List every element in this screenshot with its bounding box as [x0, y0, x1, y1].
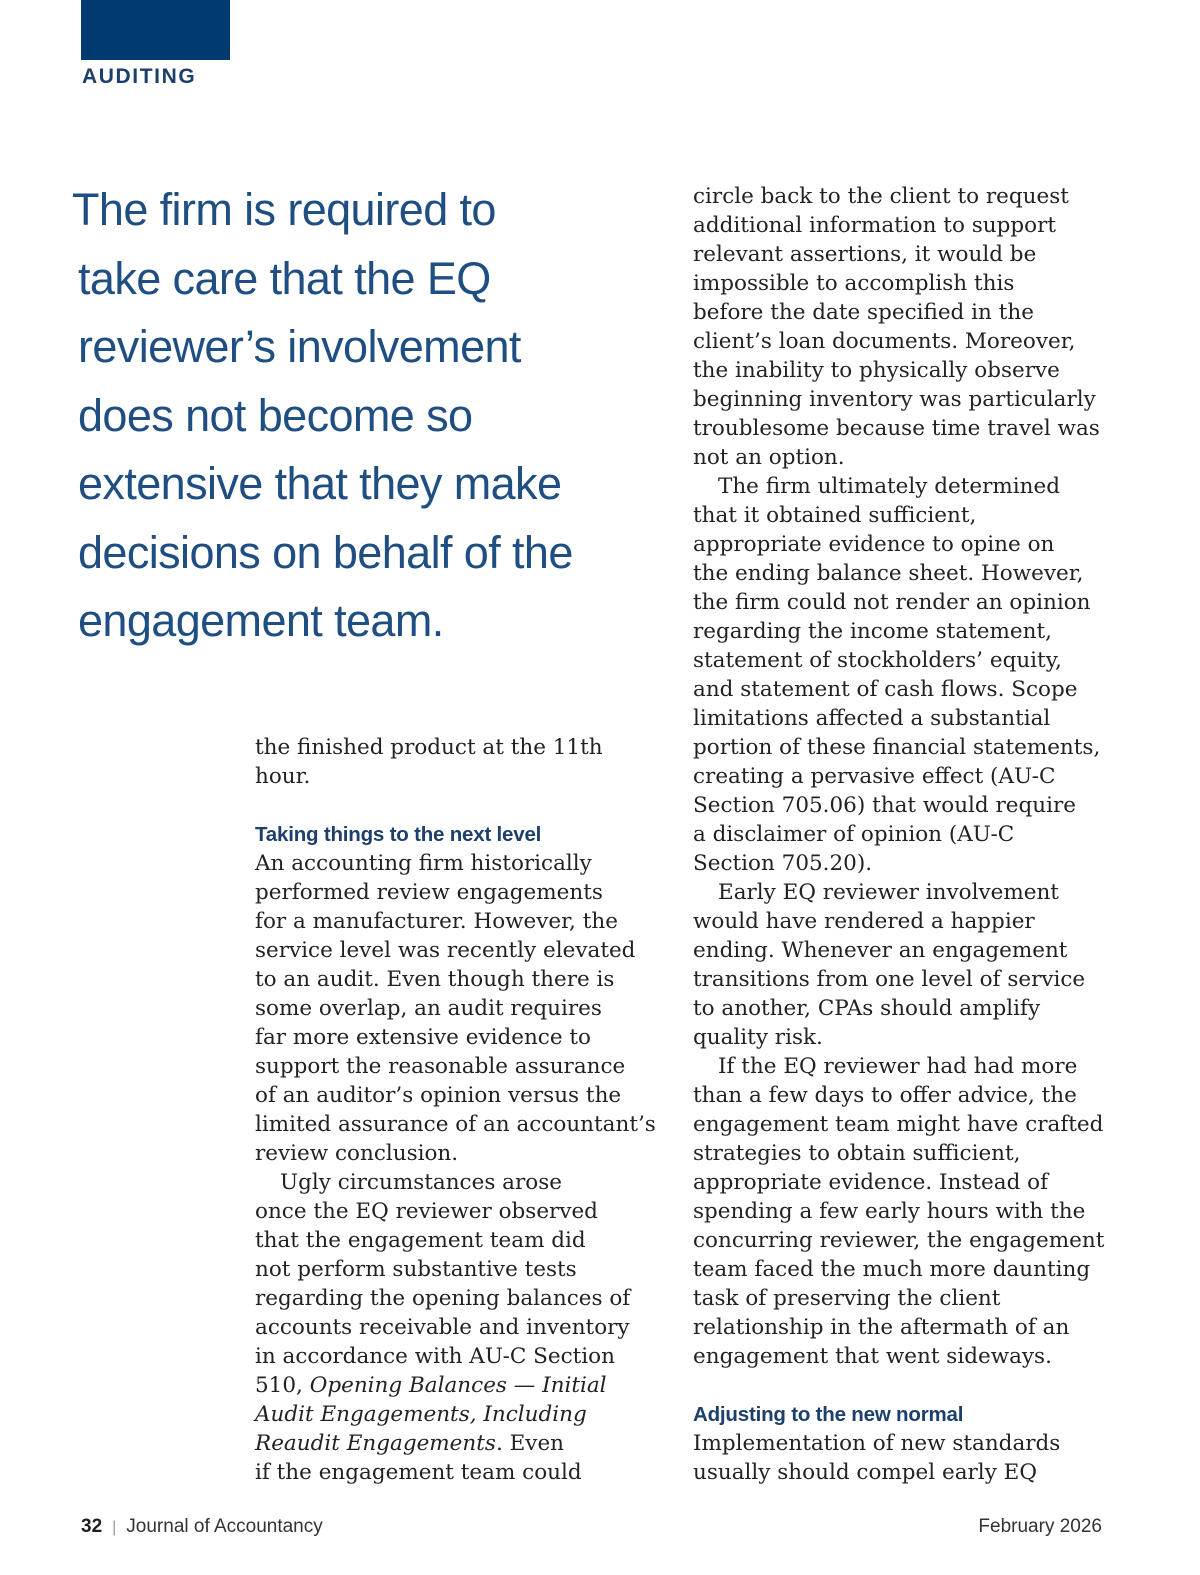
body-line: engagement team might have crafted — [693, 1112, 1104, 1137]
body-line: the finished product at the 11th — [255, 735, 603, 760]
body-line: than a few days to offer advice, the — [693, 1083, 1077, 1108]
body-line: of an auditor’s opinion versus the — [255, 1083, 622, 1108]
page-number: 32 — [81, 1516, 103, 1537]
body-line: concurring reviewer, the engagement — [693, 1228, 1105, 1253]
pull-quote-line: decisions on behalf of the — [78, 526, 573, 578]
body-line: and statement of cash flows. Scope — [693, 677, 1078, 702]
body-line: the firm could not render an opinion — [693, 590, 1091, 615]
body-line: in accordance with AU-C Section — [255, 1344, 615, 1369]
body-line — [255, 1371, 670, 1400]
body-line: Ugly circumstances arose — [280, 1170, 562, 1195]
subhead-next-level: Taking things to the next level — [255, 823, 542, 846]
body-line: engagement that went sideways. — [693, 1344, 1052, 1369]
body-line: strategies to obtain sufficient, — [693, 1141, 1021, 1166]
body-line: quality risk. — [693, 1025, 823, 1050]
body-line: The firm ultimately determined — [718, 474, 1060, 499]
body-line: regarding the income statement, — [693, 619, 1052, 644]
body-line: once the EQ reviewer observed — [255, 1199, 598, 1224]
body-line: creating a pervasive effect (AU-C — [693, 764, 1056, 789]
pull-quote — [72, 176, 652, 656]
body-line: not perform substantive tests — [255, 1257, 577, 1282]
publication-name: Journal of Accountancy — [126, 1516, 323, 1537]
body-line: to another, CPAs should amplify — [693, 996, 1041, 1021]
body-line: that it obtained sufficient, — [693, 503, 977, 528]
body-line: support the reasonable assurance — [255, 1054, 626, 1079]
body-line: statement of stockholders’ equity, — [693, 648, 1062, 673]
body-line: far more extensive evidence to — [255, 1025, 591, 1050]
body-line: limitations affected a substantial — [693, 706, 1051, 731]
issue-date: February 2026 — [978, 1516, 1102, 1537]
body-line: Section 705.20). — [693, 851, 873, 876]
body-line: transitions from one level of service — [693, 967, 1086, 992]
body-line: beginning inventory was particularly — [693, 387, 1096, 412]
pull-quote-line: reviewer’s involvement — [78, 321, 521, 372]
body-line: relationship in the aftermath of an — [693, 1315, 1070, 1340]
body-line: to an audit. Even though there is — [255, 967, 615, 992]
body-line: An accounting firm historically — [255, 851, 592, 876]
body-line: before the date specified in the — [693, 300, 1034, 325]
body-line: the ending balance sheet. However, — [693, 561, 1084, 586]
body-line: relevant assertions, it would be — [693, 242, 1037, 267]
body-line: appropriate evidence. Instead of — [693, 1170, 1049, 1195]
body-line — [255, 1400, 670, 1429]
body-line: task of preserving the client — [693, 1286, 1001, 1311]
body-line: some overlap, an audit requires — [255, 996, 602, 1021]
body-line: service level was recently elevated — [255, 938, 636, 963]
body-text: . Even — [495, 1431, 565, 1456]
body-line — [255, 1429, 670, 1458]
body-line: additional information to support — [693, 213, 1056, 238]
body-line: regarding the opening balances of — [255, 1286, 631, 1311]
body-line: spending a few early hours with the — [693, 1199, 1086, 1224]
body-line: limited assurance of an accountant’s — [255, 1112, 656, 1137]
body-line: Section 705.06) that would require — [693, 793, 1077, 818]
footer-separator: | — [112, 1519, 117, 1536]
footer-left — [81, 1516, 323, 1538]
standard-title: Opening Balances — Initial — [309, 1373, 607, 1398]
body-line: appropriate evidence to opine on — [693, 532, 1055, 557]
body-line: Early EQ reviewer involvement — [718, 880, 1059, 905]
body-line: if the engagement team could — [255, 1460, 582, 1485]
body-line: hour. — [255, 764, 311, 789]
body-line: circle back to the client to request — [693, 184, 1069, 209]
body-line: troublesome because time travel was — [693, 416, 1100, 441]
body-line: ending. Whenever an engagement — [693, 938, 1068, 963]
body-line: portion of these financial statements, — [693, 735, 1101, 760]
body-line: Implementation of new standards — [693, 1431, 1061, 1456]
body-line: the inability to physically observe — [693, 358, 1060, 383]
body-line: would have rendered a happier — [693, 909, 1035, 934]
body-line: usually should compel early EQ — [693, 1460, 1037, 1485]
pull-quote-line: engagement team. — [78, 595, 444, 646]
body-line: a disclaimer of opinion (AU-C — [693, 822, 1015, 847]
pull-quote-line: The firm is required to — [72, 184, 496, 235]
article-column-right — [693, 182, 1133, 1487]
body-line: review conclusion. — [255, 1141, 459, 1166]
body-line: impossible to accomplish this — [693, 271, 1015, 296]
pull-quote-line: does not become so — [78, 389, 473, 441]
pull-quote-line: take care that the EQ — [78, 252, 491, 304]
body-line: for a manufacturer. However, the — [255, 909, 618, 934]
pull-quote-line: extensive that they make — [78, 458, 562, 509]
body-line: that the engagement team did — [255, 1228, 586, 1253]
standard-title: Reaudit Engagements — [255, 1431, 496, 1456]
article-column-left — [255, 733, 670, 1487]
section-color-tab — [81, 0, 230, 60]
section-label: AUDITING — [82, 65, 197, 88]
subhead-new-normal: Adjusting to the new normal — [693, 1403, 964, 1426]
body-line: accounts receivable and inventory — [255, 1315, 630, 1340]
body-line: If the EQ reviewer had had more — [718, 1054, 1078, 1079]
body-line: performed review engagements — [255, 880, 603, 905]
body-line: client’s loan documents. Moreover, — [693, 329, 1076, 354]
standard-title: Audit Engagements, Including — [255, 1402, 587, 1427]
body-line: team faced the much more daunting — [693, 1257, 1091, 1282]
body-line: not an option. — [693, 445, 845, 470]
body-text: 510, — [255, 1373, 310, 1398]
